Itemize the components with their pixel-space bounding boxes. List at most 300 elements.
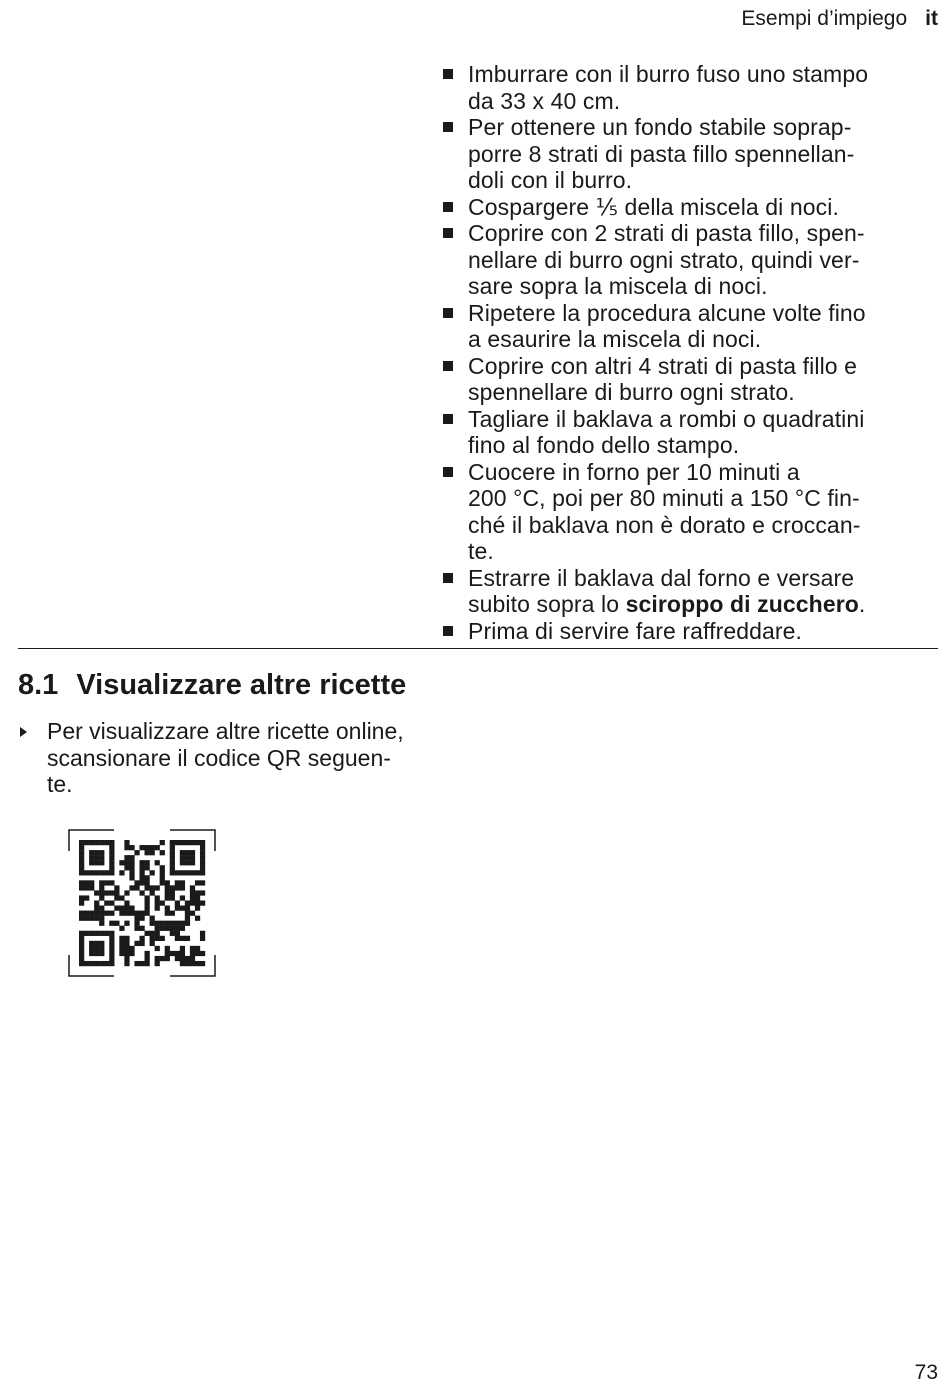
qr-module bbox=[170, 840, 175, 845]
step-line: nellare di burro ogni strato, quindi ver- bbox=[468, 246, 860, 273]
qr-module bbox=[155, 936, 160, 941]
qr-module bbox=[94, 870, 99, 875]
qr-module bbox=[139, 875, 144, 880]
qr-module bbox=[114, 921, 119, 926]
qr-module bbox=[124, 946, 129, 951]
qr-module bbox=[114, 890, 119, 895]
qr-module bbox=[165, 951, 170, 956]
qr-module bbox=[190, 895, 195, 900]
qr-module bbox=[185, 850, 190, 855]
qr-module bbox=[84, 931, 89, 936]
qr-module bbox=[175, 936, 180, 941]
instruction-line: te. bbox=[47, 771, 73, 797]
qr-module bbox=[145, 895, 150, 900]
qr-module bbox=[190, 911, 195, 916]
step-line: doli con il burro. bbox=[468, 167, 633, 193]
step-line: porre 8 strati di pasta fillo spennellan- bbox=[468, 140, 855, 167]
qr-module bbox=[195, 895, 200, 900]
qr-module bbox=[145, 900, 150, 905]
qr-module bbox=[139, 936, 144, 941]
qr-module bbox=[134, 880, 139, 885]
step-line bbox=[468, 591, 936, 618]
qr-module bbox=[109, 850, 114, 855]
qr-module bbox=[170, 931, 175, 936]
qr-module bbox=[84, 916, 89, 921]
qr-module bbox=[150, 885, 155, 890]
qr-module bbox=[89, 880, 94, 885]
qr-module bbox=[79, 941, 84, 946]
qr-module bbox=[165, 921, 170, 926]
qr-module bbox=[94, 961, 99, 966]
qr-module bbox=[119, 946, 124, 951]
qr-module bbox=[170, 926, 175, 931]
qr-module bbox=[185, 961, 190, 966]
step-item bbox=[441, 565, 936, 618]
qr-module bbox=[175, 931, 180, 936]
qr-module bbox=[185, 916, 190, 921]
qr-module bbox=[84, 895, 89, 900]
qr-module bbox=[190, 870, 195, 875]
qr-module bbox=[175, 906, 180, 911]
qr-module bbox=[200, 936, 205, 941]
qr-module bbox=[89, 860, 94, 865]
qr-module bbox=[109, 921, 114, 926]
qr-module bbox=[175, 840, 180, 845]
qr-module bbox=[190, 900, 195, 905]
qr-module bbox=[79, 931, 84, 936]
qr-module bbox=[170, 850, 175, 855]
qr-module bbox=[134, 850, 139, 855]
qr-module bbox=[145, 911, 150, 916]
qr-module bbox=[170, 890, 175, 895]
step-item bbox=[441, 459, 936, 565]
qr-module bbox=[150, 890, 155, 895]
qr-module bbox=[124, 890, 129, 895]
qr-module bbox=[99, 895, 104, 900]
qr-module bbox=[134, 885, 139, 890]
qr-module bbox=[89, 850, 94, 855]
qr-module bbox=[99, 840, 104, 845]
qr-module bbox=[190, 890, 195, 895]
qr-module bbox=[94, 855, 99, 860]
qr-module bbox=[139, 860, 144, 865]
qr-module bbox=[94, 931, 99, 936]
qr-module bbox=[109, 911, 114, 916]
qr-module bbox=[79, 885, 84, 890]
qr-module bbox=[180, 840, 185, 845]
qr-module bbox=[145, 906, 150, 911]
qr-module bbox=[79, 961, 84, 966]
qr-module bbox=[99, 951, 104, 956]
step-text: subito sopra lo bbox=[468, 591, 626, 617]
qr-module bbox=[175, 951, 180, 956]
qr-module bbox=[160, 870, 165, 875]
qr-module bbox=[119, 936, 124, 941]
qr-module bbox=[180, 855, 185, 860]
qr-module bbox=[170, 860, 175, 865]
qr-module bbox=[104, 840, 109, 845]
step-line: fino al fondo dello stampo. bbox=[468, 432, 740, 458]
qr-module bbox=[155, 845, 160, 850]
qr-module bbox=[94, 860, 99, 865]
qr-module bbox=[114, 895, 119, 900]
qr-module bbox=[170, 951, 175, 956]
qr-module bbox=[145, 860, 150, 865]
instruction bbox=[18, 718, 477, 798]
qr-module bbox=[79, 855, 84, 860]
qr-module bbox=[109, 941, 114, 946]
qr-module bbox=[119, 951, 124, 956]
qr-module bbox=[89, 911, 94, 916]
instruction-line: Per visualizzare altre ricette online, bbox=[47, 718, 404, 744]
qr-module bbox=[145, 875, 150, 880]
qr-module bbox=[89, 885, 94, 890]
qr-module bbox=[124, 951, 129, 956]
step-item bbox=[441, 618, 936, 645]
qr-module bbox=[139, 865, 144, 870]
qr-module bbox=[99, 941, 104, 946]
header-language: it bbox=[925, 7, 938, 30]
qr-module bbox=[160, 926, 165, 931]
step-line: spennellare di burro ogni strato. bbox=[468, 379, 795, 405]
qr-module bbox=[79, 900, 84, 905]
qr-module bbox=[155, 895, 160, 900]
qr-module bbox=[165, 906, 170, 911]
qr-module bbox=[134, 921, 139, 926]
qr-module bbox=[84, 961, 89, 966]
qr-module bbox=[180, 860, 185, 865]
qr-module bbox=[150, 921, 155, 926]
qr-module bbox=[190, 860, 195, 865]
qr-module bbox=[175, 900, 180, 905]
square-bullet-icon bbox=[443, 573, 453, 583]
qr-module bbox=[180, 850, 185, 855]
qr-module bbox=[124, 855, 129, 860]
qr-module bbox=[175, 870, 180, 875]
step-line: Tagliare il baklava a rombi o quadratini bbox=[468, 405, 865, 432]
step-line: Cospargere ⅕ della miscela di noci. bbox=[468, 193, 839, 220]
qr-module bbox=[99, 946, 104, 951]
qr-module bbox=[190, 961, 195, 966]
qr-module bbox=[155, 885, 160, 890]
qr-module bbox=[190, 885, 195, 890]
qr-module bbox=[185, 911, 190, 916]
qr-module bbox=[114, 906, 119, 911]
qr-module bbox=[139, 880, 144, 885]
qr-module bbox=[145, 951, 150, 956]
step-item bbox=[441, 61, 936, 114]
qr-module bbox=[170, 870, 175, 875]
qr-module bbox=[109, 931, 114, 936]
qr-module bbox=[89, 840, 94, 845]
qr-module bbox=[104, 900, 109, 905]
qr-module bbox=[165, 926, 170, 931]
qr-module bbox=[160, 956, 165, 961]
qr-module bbox=[94, 946, 99, 951]
qr-module bbox=[180, 921, 185, 926]
qr-module bbox=[175, 956, 180, 961]
step-line: Imburrare con il burro fuso uno stampo bbox=[468, 61, 869, 87]
qr-module bbox=[79, 880, 84, 885]
qr-module bbox=[109, 880, 114, 885]
qr-module bbox=[155, 961, 160, 966]
qr-module bbox=[99, 921, 104, 926]
qr-module bbox=[109, 890, 114, 895]
qr-module bbox=[109, 860, 114, 865]
qr-module bbox=[99, 916, 104, 921]
qr-module bbox=[104, 961, 109, 966]
step-line: Per ottenere un fondo stabile soprap- bbox=[468, 114, 852, 140]
qr-module bbox=[180, 895, 185, 900]
qr-module bbox=[160, 880, 165, 885]
qr-module bbox=[139, 911, 144, 916]
qr-module bbox=[129, 951, 134, 956]
qr-module bbox=[170, 845, 175, 850]
step-item bbox=[441, 353, 936, 406]
qr-module bbox=[109, 845, 114, 850]
square-bullet-icon bbox=[443, 414, 453, 424]
qr-module bbox=[109, 840, 114, 845]
qr-module bbox=[180, 885, 185, 890]
square-bullet-icon bbox=[443, 69, 453, 79]
qr-module bbox=[200, 961, 205, 966]
qr-module bbox=[150, 941, 155, 946]
qr-module bbox=[104, 880, 109, 885]
qr-module bbox=[165, 890, 170, 895]
qr-module bbox=[160, 850, 165, 855]
step-line: 200 °C, poi per 80 minuti a 150 °C fin- bbox=[468, 485, 860, 511]
qr-module bbox=[200, 845, 205, 850]
qr-module bbox=[160, 921, 165, 926]
qr-module bbox=[200, 931, 205, 936]
step-line: sare sopra la miscela di noci. bbox=[468, 273, 768, 299]
qr-module bbox=[165, 956, 170, 961]
qr-module bbox=[94, 850, 99, 855]
step-line: Estrarre il baklava dal forno e versare bbox=[468, 564, 855, 591]
qr-code[interactable] bbox=[68, 829, 216, 977]
qr-module bbox=[129, 860, 134, 865]
qr-module bbox=[180, 936, 185, 941]
qr-module bbox=[129, 855, 134, 860]
step-line: da 33 x 40 cm. bbox=[468, 87, 621, 114]
qr-module bbox=[99, 961, 104, 966]
section-heading bbox=[18, 667, 406, 703]
qr-module bbox=[109, 900, 114, 905]
qr-module bbox=[134, 961, 139, 966]
qr-module bbox=[124, 900, 129, 905]
triangle-bullet-icon bbox=[20, 727, 27, 737]
qr-module bbox=[195, 890, 200, 895]
qr-module bbox=[180, 906, 185, 911]
syrup-reference: sciroppo di zucchero bbox=[625, 591, 859, 617]
qr-module bbox=[165, 946, 170, 951]
qr-module bbox=[195, 951, 200, 956]
step-line: Cuocere in forno per 10 minuti a bbox=[468, 458, 800, 485]
square-bullet-icon bbox=[443, 467, 453, 477]
section-divider bbox=[18, 648, 938, 649]
qr-module bbox=[139, 961, 144, 966]
qr-module bbox=[124, 911, 129, 916]
qr-module bbox=[79, 850, 84, 855]
qr-module bbox=[185, 860, 190, 865]
qr-module bbox=[170, 885, 175, 890]
step-item bbox=[441, 300, 936, 353]
qr-module bbox=[99, 860, 104, 865]
qr-module bbox=[195, 880, 200, 885]
qr-module bbox=[124, 906, 129, 911]
step-line: te. bbox=[468, 538, 494, 564]
square-bullet-icon bbox=[443, 361, 453, 371]
qr-module bbox=[134, 941, 139, 946]
qr-module bbox=[104, 890, 109, 895]
qr-module bbox=[175, 921, 180, 926]
qr-module bbox=[79, 916, 84, 921]
qr-module bbox=[155, 906, 160, 911]
qr-module bbox=[109, 951, 114, 956]
qr-module bbox=[139, 941, 144, 946]
qr-module bbox=[79, 911, 84, 916]
qr-module bbox=[195, 946, 200, 951]
square-bullet-icon bbox=[443, 308, 453, 318]
qr-module bbox=[104, 911, 109, 916]
qr-module bbox=[79, 951, 84, 956]
qr-module bbox=[139, 890, 144, 895]
qr-module bbox=[124, 936, 129, 941]
qr-module bbox=[79, 946, 84, 951]
qr-module bbox=[170, 855, 175, 860]
qr-module bbox=[185, 870, 190, 875]
qr-module bbox=[200, 860, 205, 865]
qr-module bbox=[145, 880, 150, 885]
qr-module bbox=[99, 880, 104, 885]
step-line: Ripetere la procedura alcune volte fino bbox=[468, 299, 866, 326]
qr-module bbox=[165, 880, 170, 885]
qr-module bbox=[155, 860, 160, 865]
qr-module bbox=[129, 885, 134, 890]
qr-module bbox=[195, 916, 200, 921]
qr-module bbox=[180, 870, 185, 875]
qr-module bbox=[109, 936, 114, 941]
square-bullet-icon bbox=[443, 202, 453, 212]
qr-module bbox=[129, 845, 134, 850]
qr-module bbox=[94, 916, 99, 921]
qr-module bbox=[190, 951, 195, 956]
qr-module bbox=[109, 870, 114, 875]
qr-module bbox=[124, 961, 129, 966]
qr-module bbox=[99, 870, 104, 875]
qr-module bbox=[129, 906, 134, 911]
qr-module bbox=[190, 946, 195, 951]
qr-module bbox=[119, 895, 124, 900]
qr-module bbox=[104, 931, 109, 936]
step-item bbox=[441, 114, 936, 194]
section-number: 8.1 bbox=[18, 669, 59, 701]
qr-module bbox=[145, 956, 150, 961]
qr-module bbox=[84, 840, 89, 845]
qr-module bbox=[155, 931, 160, 936]
qr-module bbox=[150, 916, 155, 921]
section-title: Visualizzare altre ricette bbox=[76, 669, 407, 701]
qr-module bbox=[139, 926, 144, 931]
qr-module bbox=[160, 865, 165, 870]
qr-module bbox=[165, 885, 170, 890]
qr-module bbox=[155, 926, 160, 931]
qr-module bbox=[145, 885, 150, 890]
qr-module bbox=[185, 921, 190, 926]
qr-module bbox=[200, 900, 205, 905]
qr-module bbox=[145, 865, 150, 870]
qr-module bbox=[185, 936, 190, 941]
qr-module bbox=[139, 916, 144, 921]
qr-module bbox=[200, 840, 205, 845]
qr-module bbox=[145, 850, 150, 855]
qr-code-icon bbox=[68, 829, 216, 977]
qr-module bbox=[150, 870, 155, 875]
square-bullet-icon bbox=[443, 626, 453, 636]
square-bullet-icon bbox=[443, 228, 453, 238]
qr-module bbox=[94, 951, 99, 956]
qr-module bbox=[134, 911, 139, 916]
qr-module bbox=[79, 865, 84, 870]
square-bullet-icon bbox=[443, 122, 453, 132]
qr-module bbox=[89, 916, 94, 921]
qr-module bbox=[129, 875, 134, 880]
qr-module bbox=[145, 931, 150, 936]
qr-module bbox=[180, 946, 185, 951]
qr-module bbox=[99, 850, 104, 855]
qr-module bbox=[99, 885, 104, 890]
qr-module bbox=[89, 951, 94, 956]
qr-module bbox=[170, 911, 175, 916]
qr-module bbox=[114, 885, 119, 890]
qr-module bbox=[185, 956, 190, 961]
qr-module bbox=[109, 946, 114, 951]
step-line: Coprire con 2 strati di pasta fillo, spen- bbox=[468, 220, 865, 246]
qr-module bbox=[170, 921, 175, 926]
qr-module bbox=[160, 875, 165, 880]
qr-module bbox=[109, 961, 114, 966]
qr-module bbox=[134, 926, 139, 931]
header-section-title: Esempi d’impiego bbox=[741, 7, 908, 30]
page-number: 73 bbox=[914, 1361, 938, 1384]
qr-module bbox=[165, 911, 170, 916]
qr-module bbox=[150, 850, 155, 855]
step-item bbox=[441, 194, 936, 221]
qr-module bbox=[109, 865, 114, 870]
qr-module bbox=[180, 926, 185, 931]
qr-module bbox=[195, 840, 200, 845]
qr-module bbox=[104, 870, 109, 875]
qr-module bbox=[84, 911, 89, 916]
qr-module bbox=[160, 840, 165, 845]
step-line: Prima di servire fare raffreddare. bbox=[468, 617, 803, 644]
qr-module bbox=[180, 880, 185, 885]
qr-module bbox=[190, 855, 195, 860]
qr-module bbox=[145, 845, 150, 850]
running-header bbox=[741, 6, 938, 32]
qr-module bbox=[124, 865, 129, 870]
qr-module bbox=[89, 870, 94, 875]
qr-module bbox=[129, 865, 134, 870]
qr-module bbox=[200, 865, 205, 870]
qr-module bbox=[180, 961, 185, 966]
qr-module bbox=[200, 855, 205, 860]
step-item bbox=[441, 406, 936, 459]
qr-module bbox=[119, 870, 124, 875]
qr-module bbox=[99, 931, 104, 936]
qr-module bbox=[200, 951, 205, 956]
qr-module bbox=[195, 961, 200, 966]
